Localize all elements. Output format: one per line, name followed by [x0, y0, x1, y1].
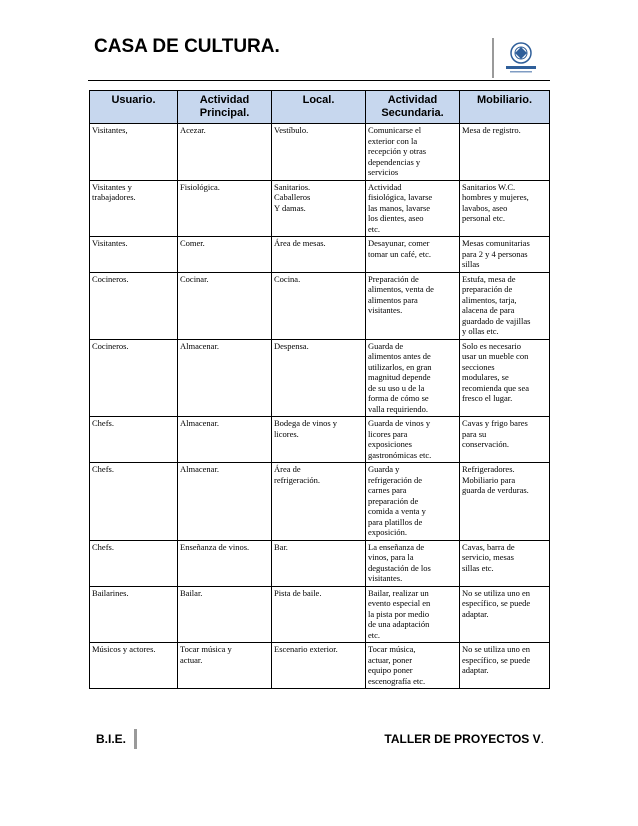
table-cell: Guarda y refrigeración de carnes para preparación de comida a venta y para platillos de exposición. — [366, 463, 460, 541]
table-cell: Guarda de alimentos antes de utilizarlos, en gran magnitud depende de su uso u de la forma de cómo se valla requiriendo. — [366, 339, 460, 417]
table-cell: Solo es necesario usar un mueble con secciones modulares, se recomienda que sea fresco el lugar. — [460, 339, 550, 417]
table-cell: Bailar, realizar un evento especial en la pista por medio de una adaptación etc. — [366, 586, 460, 643]
table-cell: Área de refrigeración. — [272, 463, 366, 541]
column-header-actividad-secundaria: Actividad Secundaria. — [366, 91, 460, 124]
table-row — [90, 124, 550, 181]
table-cell: Estufa, mesa de preparación de alimentos, tarja, alacena de para guardado de vajillas y ollas etc. — [460, 272, 550, 339]
table-cell: Fisiológica. — [178, 180, 272, 237]
table-row — [90, 180, 550, 237]
table-cell: Pista de baile. — [272, 586, 366, 643]
table-cell: Comunicarse el exterior con la recepción y otras dependencias y servicios — [366, 124, 460, 181]
table-cell: Sanitarios W.C. hombres y mujeres, lavabos, aseo personal etc. — [460, 180, 550, 237]
table-cell: Actividad fisiológica, lavarse las manos, lavarse los dientes, aseo etc. — [366, 180, 460, 237]
table-cell: Visitantes, — [90, 124, 178, 181]
page-footer — [88, 729, 550, 749]
table-cell: Bailarines. — [90, 586, 178, 643]
table-cell: Visitantes. — [90, 237, 178, 273]
footer-course-name: TALLER DE PROYECTOS V — [384, 732, 541, 746]
table-cell: Vestíbulo. — [272, 124, 366, 181]
header-divider — [492, 38, 494, 78]
table-cell: Preparación de alimentos, venta de alimentos para visitantes. — [366, 272, 460, 339]
table-cell: Cocinar. — [178, 272, 272, 339]
table-cell: Despensa. — [272, 339, 366, 417]
footer-period: . — [540, 732, 544, 746]
table-row — [90, 463, 550, 541]
table-cell: Mesa de registro. — [460, 124, 550, 181]
table-cell: Bodega de vinos y licores. — [272, 417, 366, 463]
header-rule — [88, 80, 550, 81]
table-row — [90, 643, 550, 689]
data-table — [89, 90, 550, 689]
table-cell: Chefs. — [90, 540, 178, 586]
table-header-row — [90, 91, 550, 124]
table-cell: Bailar. — [178, 586, 272, 643]
table-cell: Enseñanza de vinos. — [178, 540, 272, 586]
table-row — [90, 339, 550, 417]
table-cell: Comer. — [178, 237, 272, 273]
table-cell: Visitantes y trabajadores. — [90, 180, 178, 237]
table-row — [90, 540, 550, 586]
table-cell: Almacenar. — [178, 463, 272, 541]
table-cell: Desayunar, comer tomar un café, etc. — [366, 237, 460, 273]
footer-divider — [134, 729, 137, 749]
table-cell: Cocineros. — [90, 272, 178, 339]
footer-left-label: B.I.E. — [96, 732, 127, 746]
table-row — [90, 272, 550, 339]
table-cell: Cocina. — [272, 272, 366, 339]
table-cell: Chefs. — [90, 463, 178, 541]
table-row — [90, 586, 550, 643]
table-cell: Tocar música y actuar. — [178, 643, 272, 689]
table-cell: Guarda de vinos y licores para exposiciones gastronómicas etc. — [366, 417, 460, 463]
table-cell: Almacenar. — [178, 417, 272, 463]
table-cell: Músicos y actores. — [90, 643, 178, 689]
column-header-local: Local. — [272, 91, 366, 124]
table-cell: No se utiliza uno en específico, se puede adaptar. — [460, 586, 550, 643]
table-cell: Mesas comunitarias para 2 y 4 personas sillas — [460, 237, 550, 273]
column-header-actividad-principal: Actividad Principal. — [178, 91, 272, 124]
table-cell: Área de mesas. — [272, 237, 366, 273]
table-row — [90, 237, 550, 273]
footer-right-label — [384, 729, 544, 749]
column-header-mobiliario: Mobiliario. — [460, 91, 550, 124]
table-cell: Almacenar. — [178, 339, 272, 417]
page-title: CASA DE CULTURA. — [94, 36, 280, 57]
table-cell: Escenario exterior. — [272, 643, 366, 689]
table-cell: Chefs. — [90, 417, 178, 463]
table-cell: Sanitarios. Caballeros Y damas. — [272, 180, 366, 237]
university-logo — [496, 38, 546, 78]
column-header-usuario: Usuario. — [90, 91, 178, 124]
table-cell: Bar. — [272, 540, 366, 586]
table-cell: Cavas y frigo bares para su conservación. — [460, 417, 550, 463]
table-cell: Refrigeradores. Mobiliario para guarda de verduras. — [460, 463, 550, 541]
table-cell: Cocineros. — [90, 339, 178, 417]
table-cell: La enseñanza de vinos, para la degustación de los visitantes. — [366, 540, 460, 586]
table-row — [90, 417, 550, 463]
table-cell: Tocar música, actuar, poner equipo poner escenografía etc. — [366, 643, 460, 689]
table-cell: No se utiliza uno en específico, se puede adaptar. — [460, 643, 550, 689]
table-cell: Cavas, barra de servicio, mesas sillas etc. — [460, 540, 550, 586]
table-cell: Acezar. — [178, 124, 272, 181]
